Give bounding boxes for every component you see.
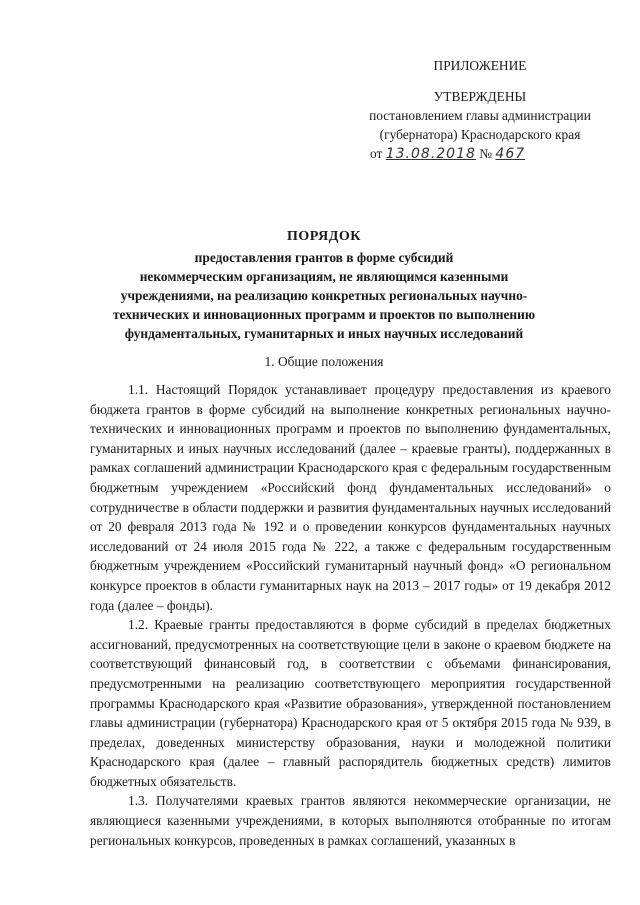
- approved-line-1: постановлением главы администрации: [369, 108, 591, 123]
- document-body: [90, 380, 611, 850]
- title-main: ПОРЯДОК: [287, 229, 361, 244]
- paragraph-1-2: 1.2. Краевые гранты предоставляются в форме субсидий в пределах бюджетных ассигнований, предусмотренных на соответствующие цели в законе о краевом бюджете на соответствующий финансовый год, в соответствии с объемами финансирования, предусмотренными на реализацию соответствующего мероприятия государственной программы Краснодарского края «Развитие образования», утвержденной постановлением главы администрации (губернатора) Краснодарского края от 5 октября 2015 года № 939, в пределах, доведенных министерству образования, науки и молодежной политики Краснодарского края (далее – главный распорядитель бюджетных средств) лимитов бюджетных обязательств.: [90, 617, 611, 789]
- number-prefix: №: [479, 146, 493, 161]
- date-prefix: от: [370, 146, 383, 161]
- handwritten-date: 13.08.2018: [385, 146, 476, 162]
- paragraph-1-1: 1.1. Настоящий Порядок устанавливает процедуру предоставления из краевого бюджета грантов в форме субсидий на выполнение конкретных региональных научно-технических и инновационных программ и проектов по выполнению фундаментальных, гуманитарных и иных научных исследований (далее – краевые гранты), поддержанных в рамках соглашений администрации Краснодарского края с федеральным государственным бюджетным учреждением «Российский фонд фундаментальных исследований» о сотрудничестве в области поддержки и развития фундаментальных научных исследований от 20 февраля 2013 года № 192 и о проведении конкурсов фундаментальных научных исследований от 24 июля 2015 года № 222, а также с федеральным государственным бюджетным учреждением «Российский гуманитарный научный фонд» «О региональном конкурсе проектов в области гуманитарных наук на 2013 – 2017 годы» от 19 декабря 2012 года (далее – фонды).: [90, 382, 611, 613]
- title-line-5: фундаментальных, гуманитарных и иных научных исследований: [124, 326, 524, 341]
- approved-line-2: (губернатора) Краснодарского края: [379, 127, 581, 142]
- approval-block: [340, 56, 620, 164]
- title-line-3: учреждениями, на реализацию конкретных региональных научно-: [120, 288, 528, 303]
- section-heading: 1. Общие положения: [264, 354, 384, 369]
- approved-heading: УТВЕРЖДЕНЫ: [433, 89, 527, 104]
- appendix-label: ПРИЛОЖЕНИЕ: [433, 58, 527, 73]
- paragraph-1-3: 1.3. Получателями краевых грантов являются некоммерческие организации, не являющиеся казенными учреждениями, в которых выполняются отобранные по итогам региональных конкурсов, проведенных в рамках соглашений, указанных в: [90, 793, 611, 848]
- title-line-2: некоммерческим организациям, не являющимся казенными: [139, 269, 509, 284]
- title-line-1: предоставления грантов в форме субсидий: [194, 250, 454, 265]
- handwritten-number: 467: [495, 146, 526, 162]
- title-line-4: технических и инновационных программ и проектов по выполнению: [112, 307, 536, 322]
- approval-date-line: [340, 144, 620, 164]
- document-title: [64, 227, 584, 343]
